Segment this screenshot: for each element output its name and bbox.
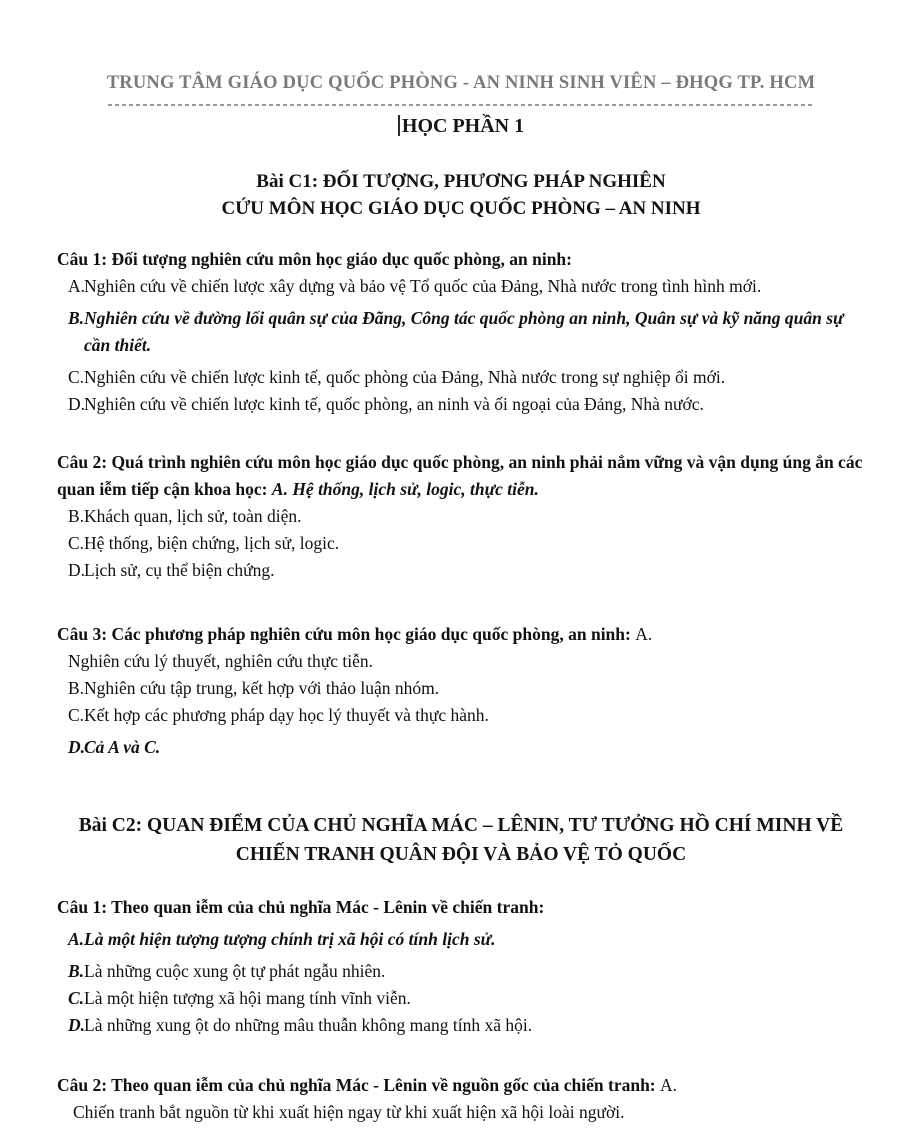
option-text: Là một hiện tượng xã hội mang tính vĩnh viễn. (84, 988, 411, 1008)
question-c2-1-stem: Câu 1: Theo quan iễm của chủ nghĩa Mác - Lênin về chiến tranh: (57, 897, 545, 917)
question-c2-2 (57, 1072, 865, 1126)
answer-continuation: Nghiên cứu lý thuyết, nghiên cứu thực tiễn. (68, 651, 373, 671)
option-text: Khách quan, lịch sử, toàn diện. (84, 506, 302, 526)
question-c1-1-option-c (68, 364, 865, 391)
option-letter: C. (68, 988, 85, 1008)
question-c1-3-option-d (68, 734, 865, 761)
lesson-c2-title-line1: Bài C2: QUAN ĐIỂM CỦA CHỦ NGHĨA MÁC – LÊNIN, TƯ TƯỞNG HỒ CHÍ MINH VỀ (78, 815, 844, 836)
option-text: Cả A và C. (84, 737, 161, 757)
option-letter: C. (68, 367, 85, 387)
lesson-c2-title (57, 811, 865, 869)
option-text: Là những cuộc xung ột tự phát ngẫu nhiên. (84, 961, 386, 981)
option-text: Nghiên cứu về đường lối quân sự của Đãng, Công tác quốc phòng an ninh, Quân sự và kỹ năng quân sự cần thiết. (84, 308, 844, 355)
question-c1-2-option-d (68, 557, 865, 584)
question-c1-2-option-b (68, 503, 865, 530)
option-letter: C. (68, 705, 85, 725)
question-c1-3-option-b (68, 675, 865, 702)
document-header: TRUNG TÂM GIÁO DỤC QUỐC PHÒNG - AN NINH SINH VIÊN – ĐHQG TP. HCM (106, 73, 816, 93)
question-c1-1 (57, 246, 865, 418)
option-letter: B. (68, 678, 85, 698)
part-title-text: HỌC PHẦN 1 (401, 115, 525, 137)
inline-answer: A. (660, 1075, 678, 1095)
question-c1-3 (57, 621, 865, 761)
option-letter: B. (68, 506, 85, 526)
option-letter: D. (68, 394, 86, 414)
option-text: Nghiên cứu về chiến lược kinh tế, quốc phòng của Đảng, Nhà nước trong sự nghiệp ổi mới. (84, 367, 726, 387)
question-c1-1-option-d (68, 391, 865, 418)
lesson-c1-title-line1: Bài C1: ĐỐI TƯỢNG, PHƯƠNG PHÁP NGHIÊN (256, 171, 666, 192)
lesson-c2-title-line2: CHIẾN TRANH QUÂN ĐỘI VÀ BẢO VỆ TỎ QUỐC (235, 844, 687, 865)
option-letter: D. (68, 560, 86, 580)
option-letter: C. (68, 533, 85, 553)
dashed-separator (108, 104, 814, 106)
question-c1-3-stem (57, 621, 865, 648)
lesson-c1-title (57, 168, 865, 222)
option-text: Nghiên cứu về chiến lược xây dựng và bảo vệ Tổ quốc của Đảng, Nhà nước trong tình hình mới. (84, 276, 762, 296)
option-text: Nghiên cứu về chiến lược kinh tế, quốc phòng, an ninh và ối ngoại của Đảng, Nhà nước. (84, 394, 704, 414)
question-c1-2-stem (57, 449, 865, 503)
question-c2-1-option-a (68, 926, 865, 953)
question-c1-2 (57, 449, 865, 584)
question-c1-1-stem: Câu 1: Đối tượng nghiên cứu môn học giáo dục quốc phòng, an ninh: (57, 249, 572, 269)
question-c2-1 (57, 894, 865, 1039)
option-letter: D. (68, 1015, 86, 1035)
option-text: Là những xung ột do những mâu thuẫn không mang tính xã hội. (84, 1015, 533, 1035)
option-letter: A. (68, 929, 85, 949)
question-c1-1-option-b (68, 305, 865, 359)
option-text: Là một hiện tượng tượng chính trị xã hội có tính lịch sử. (84, 929, 496, 949)
option-letter: A. (68, 276, 86, 296)
option-text: Kết hợp các phương pháp dạy học lý thuyết và thực hành. (84, 705, 489, 725)
answer-continuation: Chiến tranh bắt nguồn từ khi xuất hiện ngay từ khi xuất hiện xã hội loài người. (73, 1102, 625, 1122)
option-letter: B. (68, 961, 85, 981)
option-text: Hệ thống, biện chứng, lịch sử, logic. (84, 533, 340, 553)
inline-answer: A. (635, 624, 653, 644)
part-title (57, 113, 865, 139)
question-c1-1-option-a (68, 273, 865, 300)
option-letter: D. (68, 737, 86, 757)
text-cursor (398, 115, 400, 136)
stem-text: Câu 2: Theo quan iễm của chủ nghĩa Mác - Lênin về nguồn gốc của chiến tranh: (57, 1075, 656, 1095)
option-letter: B. (68, 308, 85, 328)
option-text: Lịch sử, cụ thể biện chứng. (84, 560, 275, 580)
inline-answer: A. Hệ thống, lịch sử, logic, thực tiễn. (271, 479, 539, 499)
question-c2-1-option-d (68, 1012, 865, 1039)
stem-text: Câu 2: Quá trình nghiên cứu môn học giáo dục quốc phòng, an ninh phải nắm vững và vận dụng úng ắn các quan iễm tiếp cận khoa học: (57, 452, 863, 499)
option-text: Nghiên cứu tập trung, kết hợp với thảo luận nhóm. (84, 678, 440, 698)
stem-text: Câu 3: Các phương pháp nghiên cứu môn học giáo dục quốc phòng, an ninh: (57, 624, 631, 644)
question-c2-2-stem (57, 1072, 865, 1099)
question-c2-1-option-b (68, 958, 865, 985)
lesson-c1-title-line2: CỨU MÔN HỌC GIÁO DỤC QUỐC PHÒNG – AN NINH (221, 198, 701, 219)
question-c1-2-option-c (68, 530, 865, 557)
question-c2-1-option-c (68, 985, 865, 1012)
question-c1-3-option-c (68, 702, 865, 729)
